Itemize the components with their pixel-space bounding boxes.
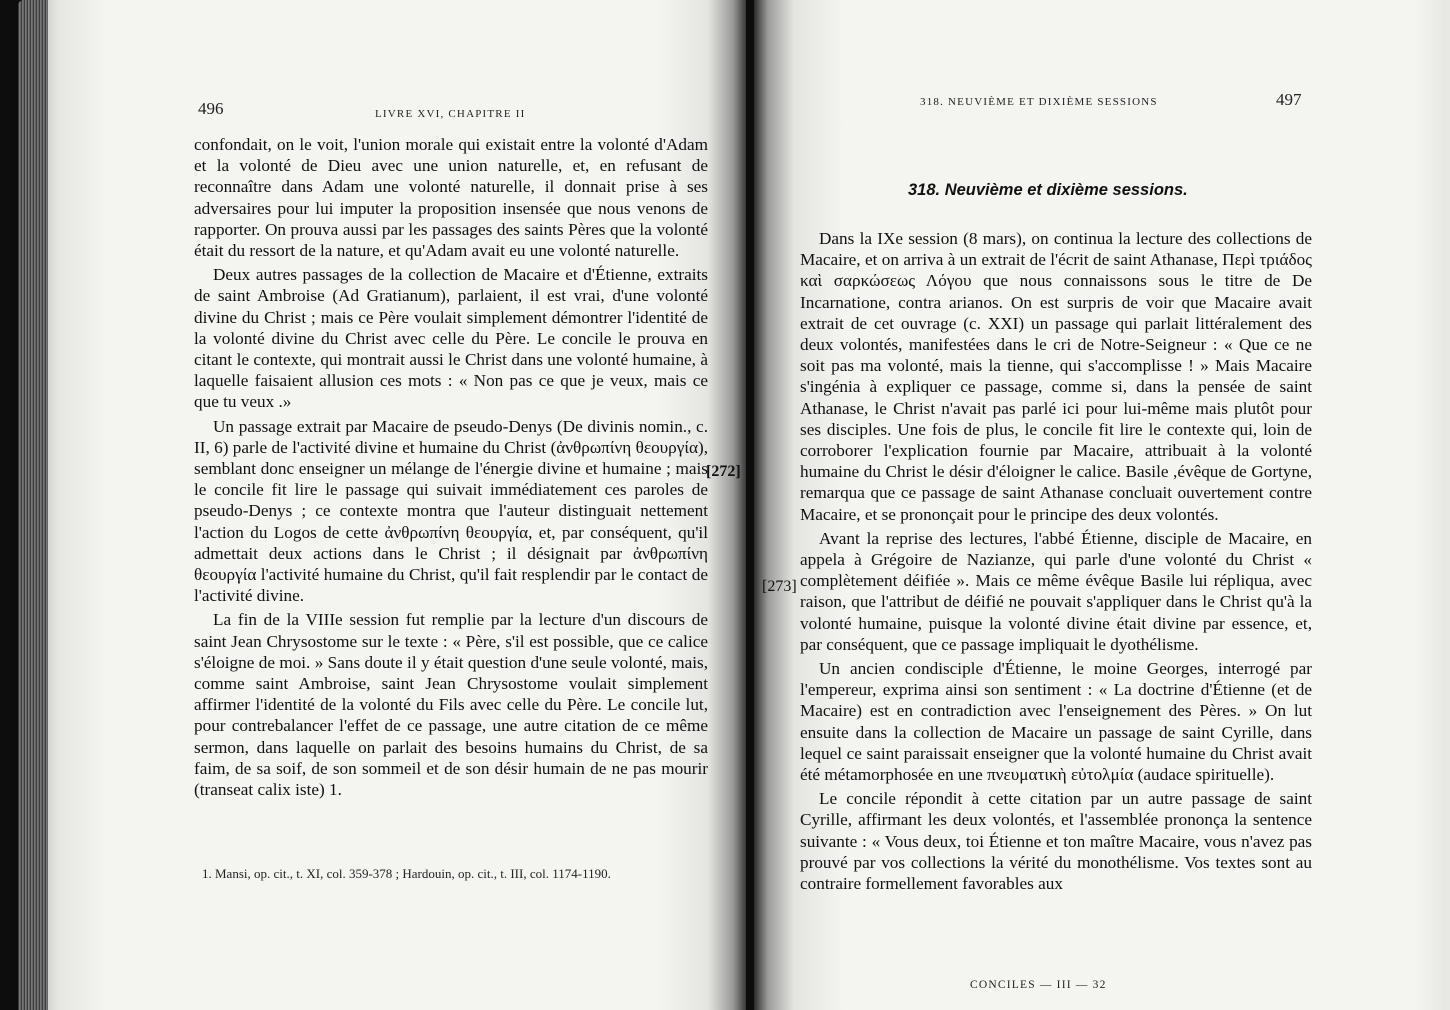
left-paragraph-1: confondait, on le voit, l'union morale qui existait entre la volonté d'Adam et la volonté de Dieu avec une union naturelle, et, en refusant de reconnaître dans Adam une volonté naturelle, il donnait prise à ses adversaires pour lui imputer la proposition insensée que nous venons de rapporter. On prouva aussi par les passages des saints Pères que la volonté était du ressort de la nature, et qu'Adam avait eu une volonté naturelle. xyxy=(194,135,708,261)
margin-mark-272: [272] xyxy=(706,463,741,480)
left-page-number: 496 xyxy=(198,99,224,118)
left-footnote: 1. Mansi, op. cit., t. XI, col. 359-378 ; Hardouin, op. cit., t. III, col. 1174-1190. xyxy=(202,866,611,881)
page-edges xyxy=(18,0,48,1010)
right-paragraph-2: Avant la reprise des lectures, l'abbé Étienne, disciple de Macaire, en appela à Grégoire de Nazianze, qui parle d'une volonté du Christ « complètement déifiée ». Mais ce même évêque Basile lui répliqua, avec raison, que l'attribut de déifié ne pouvait s'appliquer dans le Christ qu'à la volonté humaine, puisque la volonté divine était divine par essence, et, par conséquent, que ce passage impliquait le dyothélisme. xyxy=(800,528,1312,654)
section-heading: 318. Neuvième et dixième sessions. xyxy=(908,181,1188,199)
signature-line: CONCILES — III — 32 xyxy=(970,979,1107,991)
left-page xyxy=(18,0,746,1010)
right-running-head: 318. NEUVIÈME ET DIXIÈME SESSIONS xyxy=(920,96,1158,108)
margin-mark-273: [273] xyxy=(762,578,797,595)
right-body-text xyxy=(800,228,1312,894)
left-body-text xyxy=(194,134,708,800)
left-paragraph-4: La fin de la VIIIe session fut remplie par la lecture d'un discours de saint Jean Chrysostome sur le texte : « Père, s'il est possible, que ce calice s'éloigne de moi. » Sans doute il y était question d'une seule volonté, mais, comme saint Ambroise, saint Jean Chrysostome voulait simplement affirmer l'identité de la volonté du Fils avec celle du Père. Le concile lut, pour contrebalancer l'effet de ce passage, une autre citation de ce même sermon, dans laquelle on parlait des besoins humains du Christ, de sa faim, de sa soif, de son sommeil et de son désir humain de ne pas mourir (transeat calix iste) 1. xyxy=(194,610,708,800)
right-paragraph-3: Un ancien condisciple d'Étienne, le moine Georges, interrogé par l'empereur, exprima ainsi son sentiment : « La doctrine d'Étienne (et de Macaire) est en contradiction avec l'enseignement des Pères. » On lut ensuite dans la collection de Macaire un passage de saint Cyrille, dans lequel ce saint paraissait enseigner que la volonté humaine du Christ avait été métamorphosée en une πνευματικὴ εὐτολμία (audace spirituelle). xyxy=(800,659,1312,785)
left-paragraph-2: Deux autres passages de la collection de Macaire et d'Étienne, extraits de saint Ambroise (Ad Gratianum), parlaient, il est vrai, d'une volonté divine du Christ ; mais ce Père voulait simplement démontrer l'identité de la volonté divine du Christ avec celle du Père. Le concile le prouva en citant le contexte, qui montrait aussi le Christ dans une volonté humaine, à laquelle faisaient allusion ces mots : « Non pas ce que je veux, mais ce que tu veux .» xyxy=(194,265,708,412)
right-paragraph-1: Dans la IXe session (8 mars), on continua la lecture des collections de Macaire, et on arriva à un extrait de l'écrit de saint Athanase, Περὶ τριάδος καὶ σαρκώσεως Λόγου que nous connaissons sous le titre de De Incarnatione, contra arianos. On est surpris de voir que Macaire avait extrait de cet ouvrage (c. XXI) un passage qui parlait littéralement des deux volontés, manifestées dans le cri de Notre-Seigneur : « Que ce ne soit pas ma volonté, mais la tienne, qui s'accomplisse ! » Mais Macaire s'ingénia à expliquer ce passage, comme si, dans la pensée de saint Athanase, le Christ n'avait pas parlé ici pour lui-même mais plutôt pour ses disciples. Une fois de plus, le concile fit lire le contexte qui, loin de corroborer l'explication fournie par Macaire, attribuait à la volonté humaine du Christ le désir d'éloigner le calice. Basile ,évêque de Gortyne, remarqua que ce passage de saint Athanase concluait ouvertement contre Macaire, et se prononçait pour le principe des deux volontés. xyxy=(800,229,1312,524)
right-page-number: 497 xyxy=(1276,90,1302,109)
left-paragraph-3: Un passage extrait par Macaire de pseudo-Denys (De divinis nomin., c. II, 6) parle de l'activité divine et humaine du Christ (ἀνθρωπίνη θεουργία), semblant donc enseigner un mélange de l'énergie divine et humaine ; mais le concile fit lire le passage qui suivait immédiatement ces paroles de pseudo-Denys ; ce contexte montra que l'auteur distinguait nettement l'action du Logos de cette ἀνθρωπίνη θεουργία, et, par conséquent, qu'il admettait deux actions dans le Christ ; il désignait par ἀνθρωπίνη θεουργία l'activité humaine du Christ, qu'il fait resplendir par le contact de l'activité divine. xyxy=(194,416,708,606)
right-paragraph-4: Le concile répondit à cette citation par un autre passage de saint Cyrille, affirmant les deux volontés, et l'assemblée prononça la sentence suivante : « Vous deux, toi Étienne et ton maître Macaire, vous n'avez pas prouvé par vos collections la vérité du monothélisme. Vos textes sont au contraire formellement favorables aux xyxy=(800,789,1312,894)
right-page xyxy=(754,0,1450,1010)
left-running-head: LIVRE XVI, CHAPITRE II xyxy=(375,108,526,120)
